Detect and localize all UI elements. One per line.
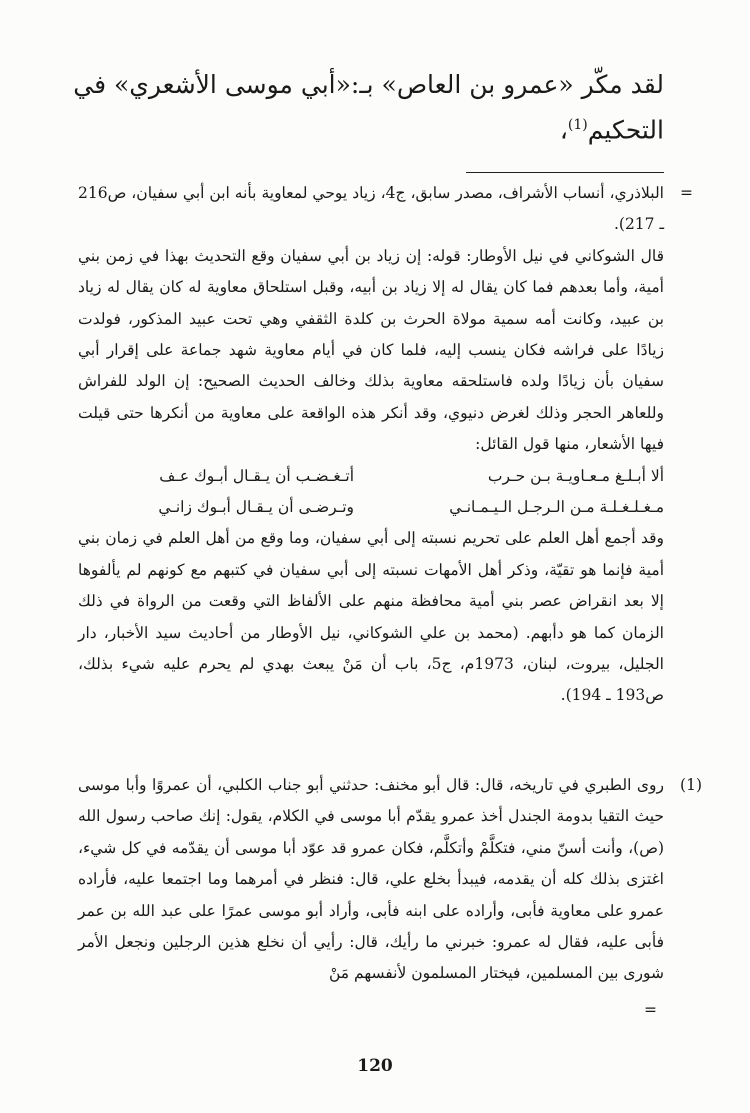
poem-first-hemistich: مـغـلـغـلـة مـن الـرجـل الـيـمـانـي (449, 498, 664, 517)
poem-verse (78, 461, 664, 492)
main-text-body: لقد مكّر «عمرو بن العاص» بـ:«أبي موسى الأشعري» في التحكيم (73, 70, 664, 145)
footnote-paragraph-citation: البلاذري، أنساب الأشراف، مصدر سابق، ج4، زياد يوحي لمعاوية بأنه ابن أبي سفيان، ص216 ـ 217). (78, 184, 664, 234)
footnote-reference: (1) (567, 117, 588, 133)
continuation-marker: = (680, 184, 693, 202)
poem (78, 461, 664, 524)
footnote-1-text: روى الطبري في تاريخه، قال: قال أبو مخنف: حدثني أبو جناب الكلبي، أن عمروًا وأبا موسى حيث التقيا بدومة الجندل أخذ عمرو يقدّم أبا موسى في الكلام، يقول: إنك صاحب رسول الله (ص)، وأنت أسنّ مني، فتكلَّمْ وأتكلَّم، فكان عمرو قد عوّد أبا موسى أن يقدّمه في كل شيء، اغتزى بذلك كله أن يقدمه، فيبدأ بخلع علي، قال: فنظر في أمرهما وما اجتمعا عليه، فأراده عمرو على معاوية فأبى، وأراده على ابنه فأبى، وأراد أبو موسى عمرًا على عبد الله بن عمر فأبى عليه، فقال له عمرو: خبرني ما رأيك، قال: رأيي أن نخلع هذين الرجلين ونجعل الأمر شورى بين المسلمين، فيختار المسلمون لأنفسهم مَنْ (78, 776, 664, 983)
poem-second-hemistich: أتـغـضـب أن يـقـال أبـوك عـف (159, 466, 355, 485)
main-text (64, 64, 664, 150)
main-text-end: ، (559, 115, 568, 145)
footnote-separator (466, 172, 664, 173)
footnote-paragraph-shawkani: قال الشوكاني في نيل الأوطار: قوله: إن زياد بن أبي سفيان وقع التحديث بهذا في زمن بني أمية، وأما بعدهم فما كان يقال له إلا زياد بن أبيه، وقبل استلحاق معاوية له كان يقال له زياد بن عبيد، وكانت أمه سمية مولاة الحرث بن كلدة الثقفي وهي تحت عبيد المذكور، فولدت زيادًا على فراشه فكان ينسب إليه، فلما كان في أيام معاوية شهد جماعة على إقرار أبي سفيان بأن زيادًا ولده فاستلحقه معاوية بذلك وخالف الحديث الصحيح: إن الولد للفراش وللعاهر الحجر وذلك لغرض دنيوي، وقد أنكر هذه الواقعة على معاوية من أنكرها حتى قيلت فيها الأشعار، منها قول القائل: (78, 246, 664, 454)
poem-second-hemistich: وتـرضـى أن يـقـال أبـوك زانـي (158, 498, 355, 517)
footnote-continued (78, 178, 693, 712)
footnote-1 (78, 770, 702, 990)
poem-first-hemistich: ألا أبـلـغ مـعـاويـة بـن حـرب (487, 466, 664, 485)
page-number: 120 (357, 1056, 393, 1076)
continuation-mark: = (644, 1001, 657, 1019)
footnote-paragraph-closing: وقد أجمع أهل العلم على تحريم نسبته إلى أبي سفيان، وما وقع من أهل العلم في زمان بني أمية فإنما هو تقيّة، وذكر أهل الأمهات نسبته إلى أبي سفيان في كتبهم مع كونهم لم يألفوها إلا بعد انقراض عصر بني أمية محافظة منهم على الألفاظ التي وقعت من الرواة في ذلك الزمان كما هو دأبهم. (محمد بن علي الشوكاني، نيل الأوطار من أحاديث سيد الأخبار، دار الجليل، بيروت، لبنان، 1973م، ج5، باب أن مَنْ يبعث بهدي لم يحرم عليه شيء بذلك، ص193 ـ 194). (78, 529, 664, 705)
footnote-number: (1) (680, 776, 702, 794)
poem-verse (78, 492, 664, 523)
